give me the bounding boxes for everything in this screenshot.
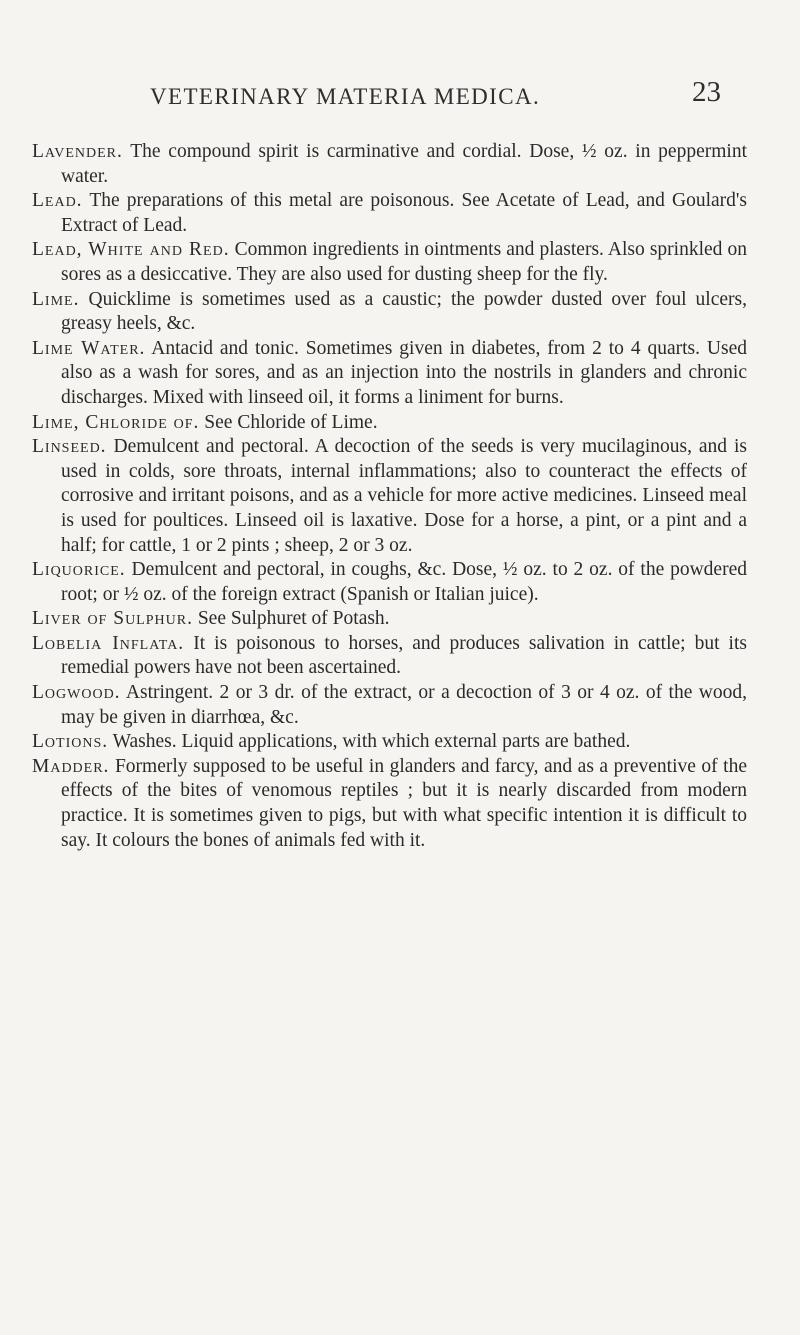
headword: Lead, White and Red.	[32, 239, 230, 261]
headword: Lead.	[32, 190, 83, 212]
entry-liver-of-sulphur	[32, 607, 747, 632]
headword: Liquorice.	[32, 559, 126, 581]
entry-linseed	[32, 435, 747, 558]
headword: Liver of Sulphur.	[32, 608, 193, 630]
headword: Lime.	[32, 288, 80, 310]
entry-lead-white-red	[32, 238, 747, 287]
entry-text: Quicklime is sometimes used as a caustic; the powder dusted over foul ulcers, greasy heels, &c.	[61, 288, 747, 335]
headword: Lotions.	[32, 731, 109, 753]
entry-lotions	[32, 730, 747, 755]
entry-liquorice	[32, 558, 747, 607]
entry-text: Formerly supposed to be useful in glanders and farcy, and as a preventive of the effects of the bites of venomous reptiles ; but it is nearly discarded from modern practice. It is sometimes given to pigs, but with what specific intention it is difficult to say. It colours the bones of animals fed with it.	[61, 755, 747, 851]
entry-text: The compound spirit is carminative and cordial. Dose, ½ oz. in peppermint water.	[61, 141, 747, 187]
entry-logwood	[32, 681, 747, 730]
entry-text: Demulcent and pectoral, in coughs, &c. Dose, ½ oz. to 2 oz. of the powdered root; or ½ oz. of the foreign extract (Spanish or Italian juice).	[61, 559, 747, 605]
entry-text: Common ingredients in ointments and plasters. Also sprinkled on sores as a desiccative. They are also used for dusting sheep for the fly.	[61, 239, 747, 285]
entry-text: See Chloride of Lime.	[199, 411, 378, 433]
headword: Madder.	[32, 755, 110, 777]
entries-list	[32, 140, 747, 853]
headword: Lobelia Inflata.	[32, 632, 185, 654]
entry-lime	[32, 288, 747, 337]
entry-text: Washes. Liquid applications, with which external parts are bathed.	[108, 731, 631, 753]
entry-madder	[32, 755, 747, 853]
entry-text: It is poisonous to horses, and produces salivation in cattle; but its remedial powers have not been ascertained.	[61, 632, 747, 679]
entry-lavender	[32, 140, 747, 189]
headword: Logwood.	[32, 682, 121, 704]
page-number: 23	[692, 76, 721, 108]
running-head: VETERINARY MATERIA MEDICA.	[150, 84, 541, 109]
entry-lime-water	[32, 337, 747, 411]
headword: Lime, Chloride of.	[32, 411, 200, 433]
headword: Linseed.	[32, 436, 107, 458]
entry-lime-chloride	[32, 411, 747, 436]
entry-lead	[32, 189, 747, 238]
entry-text: See Sulphuret of Potash.	[192, 608, 390, 630]
headword: Lavender.	[32, 141, 123, 162]
entry-text: Astringent. 2 or 3 dr. of the extract, or a decoction of 3 or 4 oz. of the wood, may be given in diarrhœa, &c.	[61, 682, 747, 728]
entry-text: Demulcent and pectoral. A decoction of the seeds is very mucilaginous, and is used in colds, sore throats, internal inflammations; also to counteract the effects of corrosive and irritant poisons, and as a vehicle for more active medicines. Linseed meal is used for poultices. Linseed oil is laxative. Dose for a horse, a pint, or a pint and a half; for cattle, 1 or 2 pints ; sheep, 2 or 3 oz.	[61, 436, 747, 556]
entry-text: The preparations of this metal are poisonous. See Acetate of Lead, and Goulard's Extract of Lead.	[61, 190, 747, 236]
entry-lobelia-inflata	[32, 632, 747, 681]
entry-text: Antacid and tonic. Sometimes given in diabetes, from 2 to 4 quarts. Used also as a wash for sores, and as an injection into the nostrils in glanders and chronic discharges. Mixed with linseed oil, it forms a liniment for burns.	[61, 337, 747, 408]
headword: Lime Water.	[32, 337, 146, 359]
